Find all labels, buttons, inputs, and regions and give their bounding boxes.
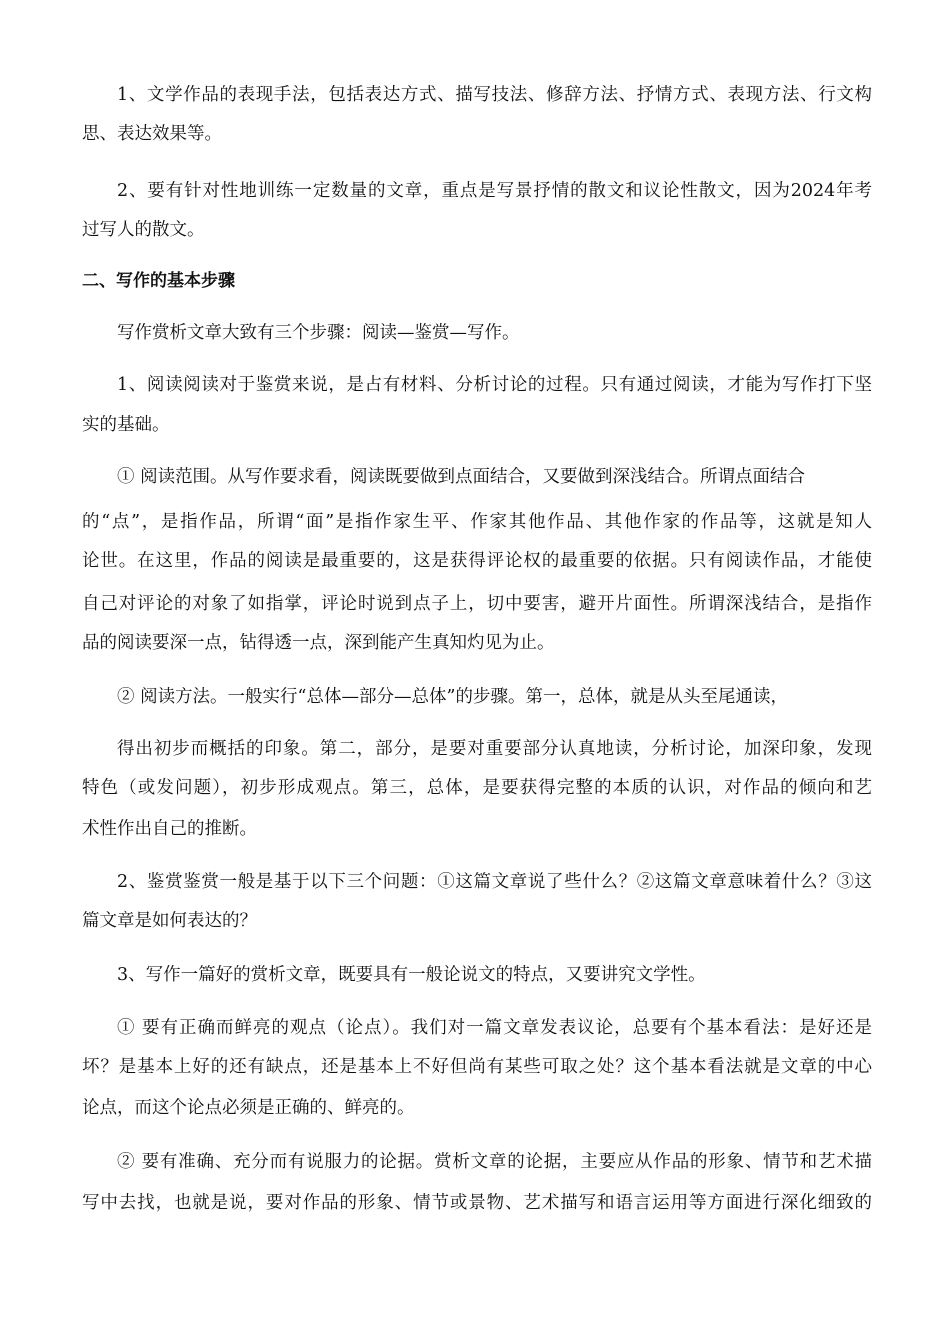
- paragraph-line: ① 阅读范围。从写作要求看，阅读既要做到点面结合，又要做到深浅结合。所谓点面结合: [117, 467, 806, 487]
- paragraph-line: 得出初步而概括的印象。第二，部分，是要对重要部分认真地读，分析讨论，加深印象，发现: [117, 739, 872, 759]
- paragraph-line: 1、文学作品的表现手法，包括表达方式、描写技法、修辞方法、抒情方式、表现方法、行文构: [117, 85, 872, 105]
- paragraph-line: 坏？是基本上好的还有缺点，还是基本上不好但尚有某些可取之处？这个基本看法就是文章的中心: [82, 1057, 872, 1077]
- paragraph-line: 写中去找，也就是说，要对作品的形象、情节或景物、艺术描写和语言运用等方面进行深化细致的: [82, 1193, 872, 1213]
- section-heading: 二、写作的基本步骤: [82, 271, 235, 291]
- paragraph-line: 论点，而这个论点必须是正确的、鲜亮的。: [82, 1098, 415, 1118]
- paragraph-line: ② 要有准确、充分而有说服力的论据。赏析文章的论据，主要应从作品的形象、情节和艺术描: [117, 1152, 872, 1172]
- paragraph-line: 过写人的散文。: [82, 220, 205, 240]
- paragraph-line: 3、写作一篇好的赏析文章，既要具有一般论说文的特点，又要讲究文学性。: [117, 965, 706, 985]
- paragraph-line: 篇文章是如何表达的？: [82, 911, 257, 931]
- paragraph-line: 2、要有针对性地训练一定数量的文章，重点是写景抒情的散文和议论性散文，因为2024年考: [117, 181, 872, 201]
- paragraph-line: ① 要有正确而鲜亮的观点（论点）。我们对一篇文章发表议论，总要有个基本看法：是好还是: [117, 1018, 872, 1038]
- paragraph-line: ② 阅读方法。一般实行“总体—部分—总体”的步骤。第一，总体，就是从头至尾通读，: [117, 687, 788, 707]
- paragraph-line: 自己对评论的对象了如指掌，评论时说到点子上，切中要害，避开片面性。所谓深浅结合，是指作: [82, 594, 872, 614]
- paragraph-line: 2、鉴赏鉴赏一般是基于以下三个问题：①这篇文章说了些什么？②这篇文章意味着什么？③这: [117, 872, 872, 892]
- paragraph-line: 术性作出自己的推断。: [82, 819, 257, 839]
- paragraph-line: 实的基础。: [82, 415, 170, 435]
- paragraph-line: 品的阅读要深一点，钻得透一点，深到能产生真知灼见为止。: [82, 633, 555, 653]
- paragraph-line: 写作赏析文章大致有三个步骤：阅读—鉴赏—写作。: [117, 323, 520, 343]
- paragraph-line: 思、表达效果等。: [82, 124, 222, 144]
- paragraph-line: 的“点”，是指作品，所谓“面”是指作家生平、作家其他作品、其他作家的作品等，这就是知人: [82, 512, 872, 532]
- paragraph-line: 特色（或发问题），初步形成观点。第三，总体，是要获得完整的本质的认识，对作品的倾向和艺: [82, 778, 872, 798]
- paragraph-line: 论世。在这里，作品的阅读是最重要的，这是获得评论权的最重要的依据。只有阅读作品，才能使: [82, 551, 872, 571]
- paragraph-line: 1、阅读阅读对于鉴赏来说，是占有材料、分析讨论的过程。只有通过阅读，才能为写作打下坚: [117, 375, 872, 395]
